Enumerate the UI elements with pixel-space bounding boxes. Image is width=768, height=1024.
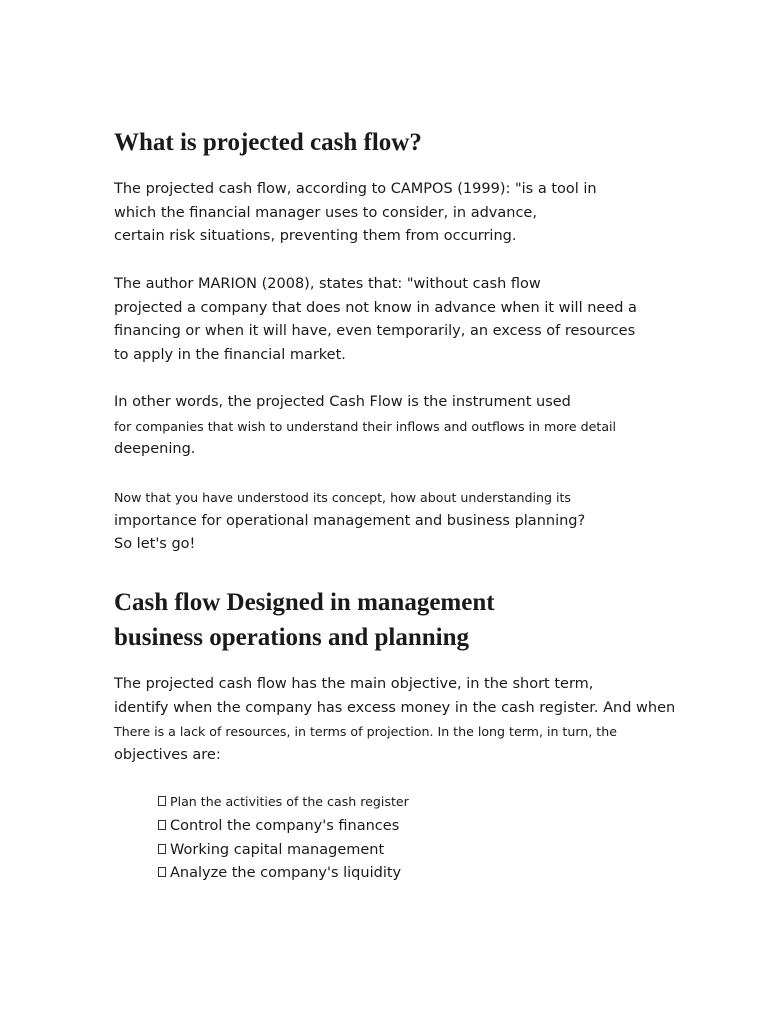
text-line: There is a lack of resources, in terms of projection. In the long term, in turn, the <box>114 724 617 739</box>
text-line: deepening. <box>114 441 196 457</box>
objectives-list <box>158 790 409 886</box>
paragraph-main-objective <box>114 673 675 767</box>
text-line: objectives are: <box>114 746 221 763</box>
text-line: projected a company that does not know in advance when it will need a <box>114 299 637 316</box>
checkbox-glyph-icon <box>158 796 166 806</box>
paragraph-in-other-words <box>114 391 616 462</box>
text-line: So let's go! <box>114 536 196 552</box>
text-line: to apply in the financial market. <box>114 346 346 363</box>
text-line: which the financial manager uses to consider, in advance, <box>114 204 537 221</box>
heading-cash-flow-management <box>114 585 495 655</box>
list-item-label: Plan the activities of the cash register <box>170 794 409 809</box>
list-item <box>158 862 409 886</box>
text-line: for companies that wish to understand their inflows and outflows in more detail <box>114 418 617 434</box>
checkbox-glyph-icon <box>158 844 166 854</box>
heading-line: business operations and planning <box>114 624 470 651</box>
list-item <box>158 815 409 839</box>
list-item-label: Control the company's finances <box>170 817 400 834</box>
checkbox-glyph-icon <box>158 867 166 877</box>
heading-line: Cash flow Designed in management <box>114 589 495 616</box>
list-item-label: Analyze the company's liquidity <box>170 865 402 882</box>
text-line: The projected cash flow, according to CAMPOS (1999): "is a tool in <box>114 181 597 197</box>
text-line: The author MARION (2008), states that: "without cash flow <box>114 276 541 292</box>
text-line: importance for operational management and business planning? <box>114 512 586 529</box>
list-item <box>158 839 409 863</box>
heading-projected-cash-flow: What is projected cash flow? <box>114 129 422 156</box>
checkbox-glyph-icon <box>158 820 166 830</box>
text-line: The projected cash flow has the main objective, in the short term, <box>114 676 594 692</box>
text-line: In other words, the projected Cash Flow is the instrument used <box>114 394 571 410</box>
paragraph-marion-quote <box>114 273 637 367</box>
list-item <box>158 790 409 815</box>
text-line: identify when the company has excess money in the cash register. And when <box>114 699 676 716</box>
text-line: financing or when it will have, even temporarily, an excess of resources <box>114 323 636 339</box>
text-line: certain risk situations, preventing them from occurring. <box>114 228 517 244</box>
list-item-label: Working capital management <box>170 841 385 858</box>
paragraph-campos-definition <box>114 178 597 249</box>
paragraph-lets-go <box>114 486 585 557</box>
text-line: Now that you have understood its concept, how about understanding its <box>114 490 571 505</box>
